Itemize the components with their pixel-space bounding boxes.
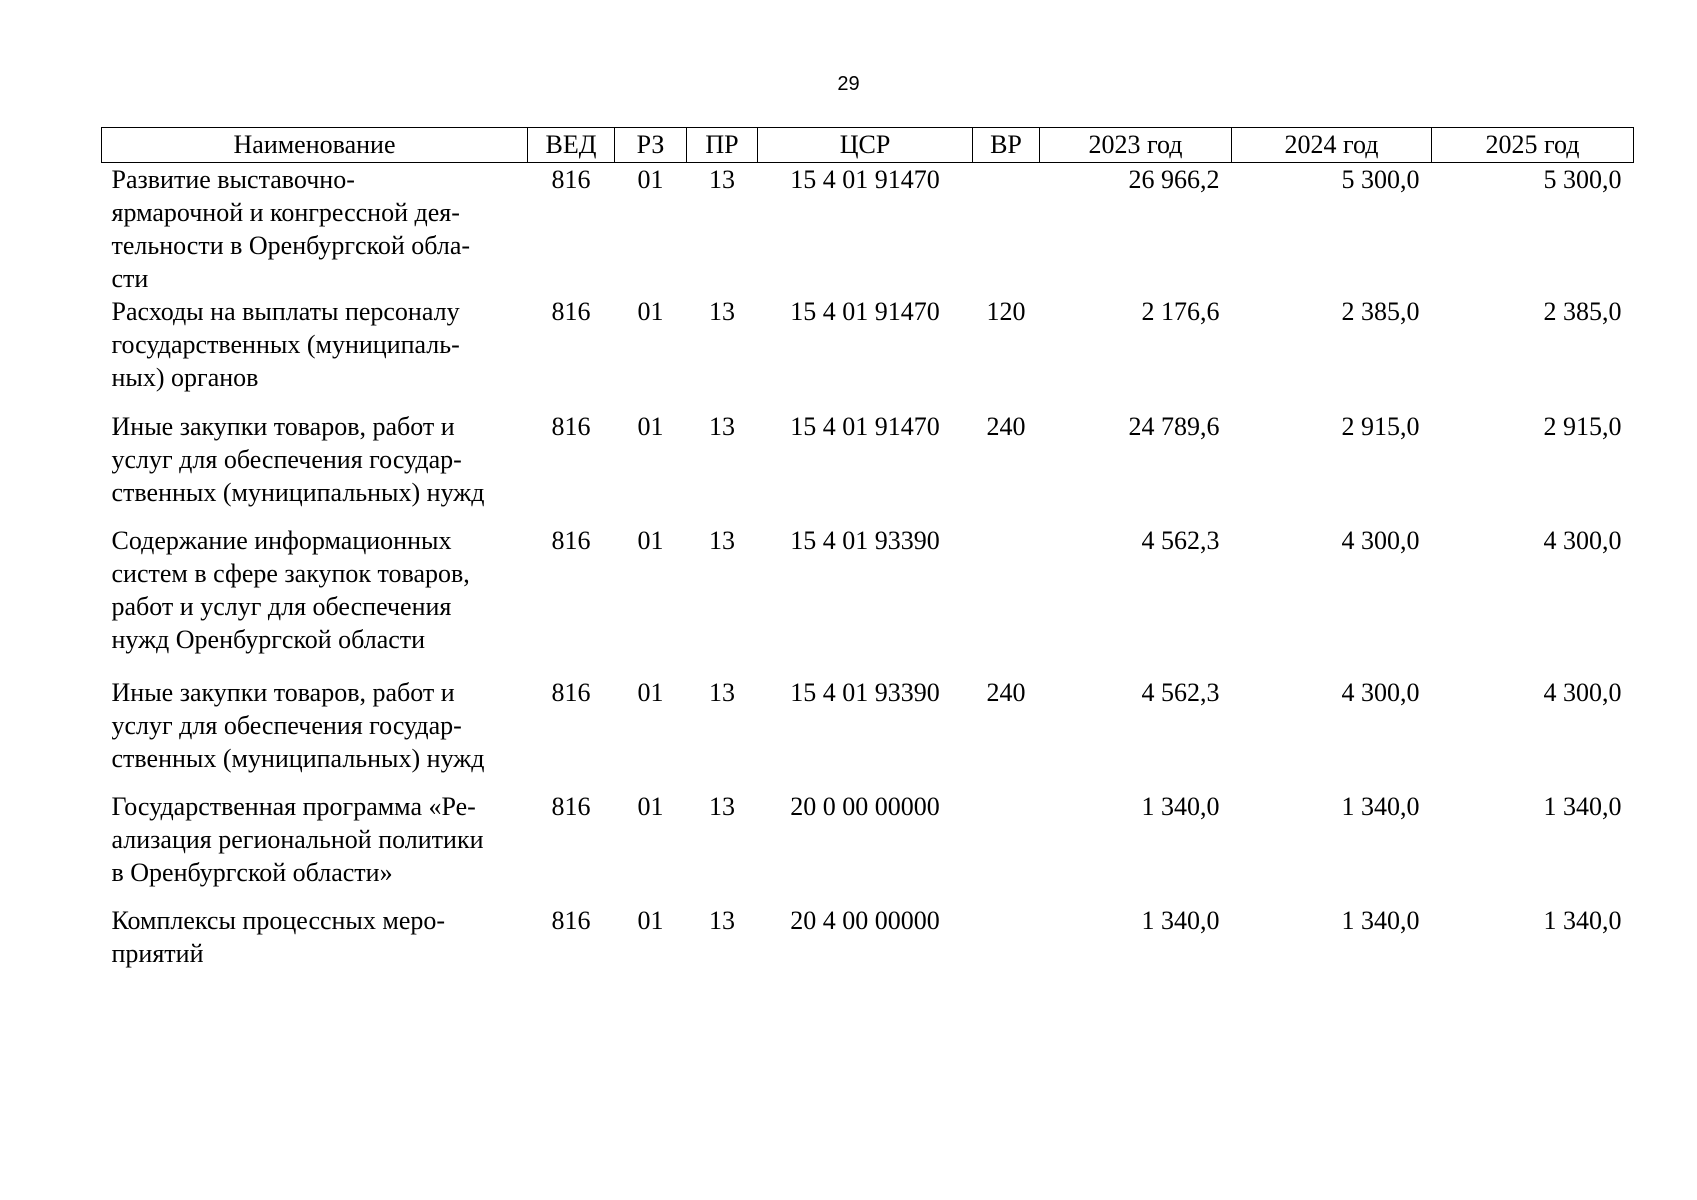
header-rz: РЗ: [615, 128, 687, 163]
row-csr: 20 0 00 00000: [790, 792, 940, 821]
row-vr: [973, 790, 1040, 904]
row-2023: 1 340,0: [1141, 906, 1220, 935]
row-ved: 816: [551, 906, 591, 935]
header-2024: 2024 год: [1232, 128, 1432, 163]
row-2025: 5 300,0: [1543, 165, 1622, 194]
header-name: Наименование: [102, 128, 528, 163]
row-vr: 240: [986, 678, 1026, 707]
header-2025: 2025 год: [1432, 128, 1634, 163]
page-number: 29: [837, 73, 860, 95]
row-name: Комплексы процессных меро- приятий: [111, 906, 446, 968]
table-header-row: [102, 128, 1634, 163]
row-rz: 01: [637, 165, 664, 194]
header-ved: ВЕД: [528, 128, 615, 163]
table-row: [102, 524, 1634, 676]
row-name: Содержание информационных систем в сфере закупок товаров, работ и услуг для обеспечения нужд Оренбургской области: [111, 526, 470, 654]
table-row: [102, 676, 1634, 790]
row-ved: 816: [551, 412, 591, 441]
row-csr: 20 4 00 00000: [790, 906, 940, 935]
row-2023: 1 340,0: [1141, 792, 1220, 821]
table-row: [102, 295, 1634, 410]
row-pr: 13: [709, 678, 735, 707]
row-rz: 01: [637, 526, 664, 555]
row-2025: 4 300,0: [1543, 526, 1622, 555]
row-2024: 4 300,0: [1341, 678, 1420, 707]
row-2023: 4 562,3: [1141, 678, 1220, 707]
row-2025: 1 340,0: [1543, 906, 1622, 935]
row-rz: 01: [637, 678, 664, 707]
row-2023: 2 176,6: [1141, 297, 1220, 326]
row-pr: 13: [709, 906, 735, 935]
row-csr: 15 4 01 93390: [790, 526, 940, 555]
table-row: [102, 904, 1634, 984]
row-name: Иные закупки товаров, работ и услуг для обеспечения государ- ственных (муниципальных) нужд: [111, 412, 485, 507]
row-name: Расходы на выплаты персоналу государственных (муниципаль- ных) органов: [111, 297, 460, 392]
row-2024: 2 385,0: [1341, 297, 1420, 326]
row-2024: 4 300,0: [1341, 526, 1420, 555]
row-pr: 13: [709, 165, 735, 194]
row-ved: 816: [551, 165, 591, 194]
row-2023: 24 789,6: [1128, 412, 1220, 441]
row-vr: [973, 904, 1040, 984]
row-2025: 4 300,0: [1543, 678, 1622, 707]
row-vr: 120: [986, 297, 1026, 326]
header-csr: ЦСР: [758, 128, 973, 163]
row-2025: 1 340,0: [1543, 792, 1622, 821]
row-ved: 816: [551, 297, 591, 326]
row-rz: 01: [637, 906, 664, 935]
table-row: [102, 410, 1634, 524]
row-2025: 2 385,0: [1543, 297, 1622, 326]
row-2024: 1 340,0: [1341, 906, 1420, 935]
row-2024: 5 300,0: [1341, 165, 1420, 194]
row-vr: 240: [986, 412, 1026, 441]
row-ved: 816: [551, 678, 591, 707]
table-row: [102, 163, 1634, 296]
row-name: Иные закупки товаров, работ и услуг для обеспечения государ- ственных (муниципальных) нужд: [111, 678, 485, 773]
row-2024: 2 915,0: [1341, 412, 1420, 441]
row-pr: 13: [709, 526, 735, 555]
row-ved: 816: [551, 792, 591, 821]
budget-table: [101, 127, 1634, 984]
row-csr: 15 4 01 93390: [790, 678, 940, 707]
table-row: [102, 790, 1634, 904]
row-vr: [973, 163, 1040, 296]
row-pr: 13: [709, 792, 735, 821]
row-2023: 26 966,2: [1128, 165, 1220, 194]
row-ved: 816: [551, 526, 591, 555]
row-csr: 15 4 01 91470: [790, 165, 940, 194]
header-2023: 2023 год: [1040, 128, 1232, 163]
row-name: Государственная программа «Ре- ализация региональной политики в Оренбургской области»: [111, 792, 484, 887]
row-csr: 15 4 01 91470: [790, 412, 940, 441]
header-pr: ПР: [687, 128, 758, 163]
row-vr: [973, 524, 1040, 676]
row-pr: 13: [709, 412, 735, 441]
row-csr: 15 4 01 91470: [790, 297, 940, 326]
row-rz: 01: [637, 792, 664, 821]
row-rz: 01: [637, 412, 664, 441]
row-2023: 4 562,3: [1141, 526, 1220, 555]
row-2024: 1 340,0: [1341, 792, 1420, 821]
row-rz: 01: [637, 297, 664, 326]
row-pr: 13: [709, 297, 735, 326]
header-vr: ВР: [973, 128, 1040, 163]
row-2025: 2 915,0: [1543, 412, 1622, 441]
row-name: Развитие выставочно- ярмарочной и конгрессной дея- тельности в Оренбургской обла- сти: [111, 165, 471, 293]
